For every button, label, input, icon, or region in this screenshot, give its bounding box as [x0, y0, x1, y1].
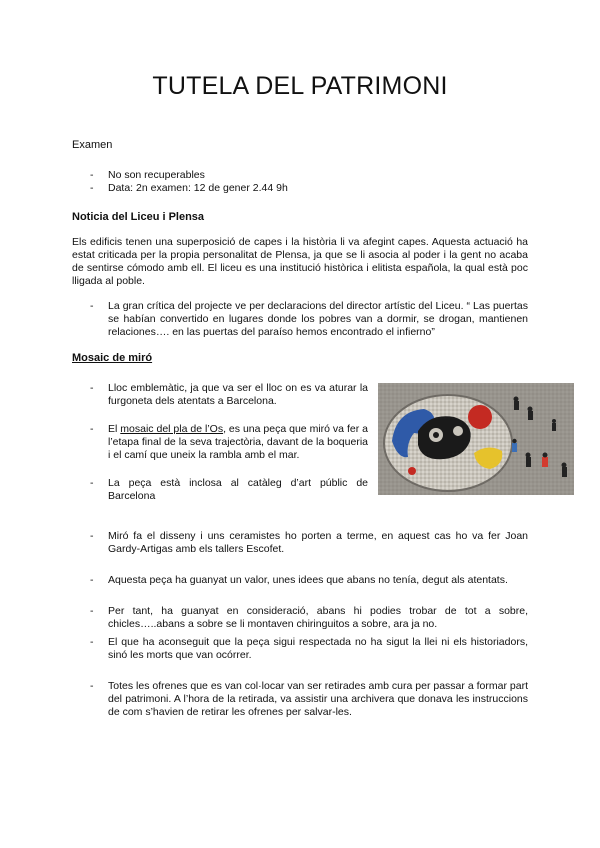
liceu-paragraph: Els edificis tenen una superposició de capes i la història li va afegint capes. Aquesta actuació ha estat criticada per la propia personalitat de Plensa, ja que se li asocia al poder i la gent no acaba de sentirse cómodo amb ell. El liceu es una institució històrica i elitista española, la qual està poc lligada al poble. [72, 236, 528, 287]
examen-list [72, 169, 532, 195]
mosaic-photo [378, 383, 574, 495]
list-item: - Totes les ofrenes que es van col·locar van ser retirades amb cura per passar a formar part del patrimoni. A l’hora de la retirada, va assistir una archivera que donava les instruccions de com s’havien de retirar les ofrenes per salvar-les. [72, 680, 528, 719]
list-item: - Miró fa el disseny i uns ceramistes ho porten a terme, en aquest cas ho va fer Joan Gardy-Artigas amb els tallers Escofet. [72, 530, 528, 556]
item-rest: , es una peça que miró va fer a l’etapa final de la seva trajectòria, davant de la boqueria i el camí que uneix la rambla amb el mar. [108, 423, 368, 461]
item-prefix: El [108, 423, 121, 435]
list-item: - La gran crítica del projecte ve per declaracions del director artístic del Liceu. “ Las puertas se habían convertido en lugares donde los pobres van a dormir, se drogan, mantienen relaciones…. en las puertas del paraíso hemos encontrado el infierno” [72, 300, 528, 339]
miro-list-bottom [72, 530, 528, 719]
list-item: - Aquesta peça ha guanyat un valor, unes idees que abans no tenía, degut als atentats. [72, 574, 528, 587]
document-title: TUTELA DEL PATRIMONI [152, 72, 448, 100]
list-item: - Lloc emblemàtic, ja que va ser el lloc on es va aturar la furgoneta dels atentats a Barcelona. [72, 382, 368, 408]
miro-heading: Mosaic de miró [72, 352, 153, 364]
list-item: - El que ha aconseguit que la peça sigui respectada no ha sigut la llei ni els historiadors, sinó les morts que van ocórrer. [72, 636, 528, 662]
list-item [72, 423, 368, 462]
list-item: - No son recuperables [72, 169, 532, 182]
miro-list-top [72, 382, 368, 518]
examen-label: Examen [72, 139, 113, 151]
liceu-heading: Noticia del Liceu i Plensa [72, 211, 205, 223]
list-item: - Data: 2n examen: 12 de gener 2.44 9h [72, 182, 532, 195]
list-item: - Per tant, ha guanyat en consideració, abans hi podies trobar de tot a sobre, chicles…..abans a sobre se li montaven chiringuitos a sobre, ara ja no. [72, 605, 528, 631]
mosaic-link-text: mosaic del pla de l’Os [120, 423, 224, 435]
list-item: - La peça està inclosa al catàleg d’art públic de Barcelona [72, 477, 368, 503]
liceu-list [72, 300, 528, 339]
